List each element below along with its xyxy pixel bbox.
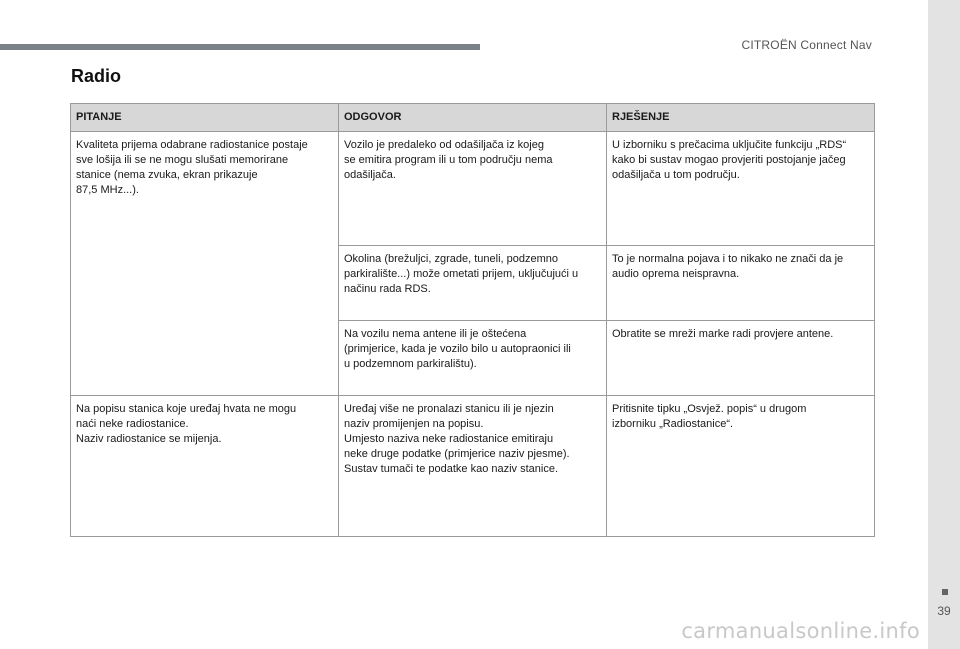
column-header-solution: RJEŠENJE <box>607 104 875 132</box>
answer-cell: Na vozilu nema antene ili je oštećena (primjerice, kada je vozilo bilo u autopraonici ili u podzemnom parkiralištu). <box>339 321 607 396</box>
page-marker-square <box>942 589 948 595</box>
answer-cell: Uređaj više ne pronalazi stanicu ili je njezin naziv promijenjen na popisu. Umjesto naziva neke radiostanice emitiraju neke druge podatke (primjerice naziv pjesme). Sustav tumači te podatke kao naziv stanice. <box>339 396 607 537</box>
solution-cell: Pritisnite tipku „Osvjež. popis“ u drugom izborniku „Radiostanice“. <box>607 396 875 537</box>
solution-cell: U izborniku s prečacima uključite funkciju „RDS“ kako bi sustav mogao provjeriti postojanje jačeg odašiljača u tom području. <box>607 132 875 246</box>
troubleshooting-table <box>70 103 875 537</box>
question-cell: Na popisu stanica koje uređaj hvata ne mogu naći neke radiostanice. Naziv radiostanice se mijenja. <box>71 396 339 537</box>
answer-cell: Vozilo je predaleko od odašiljača iz kojeg se emitira program ili u tom području nema odašiljača. <box>339 132 607 246</box>
question-cell <box>71 321 339 396</box>
section-title: Radio <box>71 66 122 86</box>
table-row <box>71 132 875 246</box>
table-header-row <box>71 104 875 132</box>
solution-cell: To je normalna pojava i to nikako ne znači da je audio oprema neispravna. <box>607 246 875 321</box>
question-cell <box>71 246 339 321</box>
column-header-question: PITANJE <box>71 104 339 132</box>
page-edge-strip <box>928 0 960 649</box>
table-row <box>71 246 875 321</box>
question-cell: Kvaliteta prijema odabrane radiostanice postaje sve lošija ili se ne mogu slušati memorirane stanice (nema zvuka, ekran prikazuje 87,5 MHz...). <box>71 132 339 246</box>
table-row <box>71 396 875 537</box>
solution-cell: Obratite se mreži marke radi provjere antene. <box>607 321 875 396</box>
answer-cell: Okolina (brežuljci, zgrade, tuneli, podzemno parkiralište...) može ometati prijem, uključujući u načinu rada RDS. <box>339 246 607 321</box>
table-row <box>71 321 875 396</box>
page-number: 39 <box>937 604 951 618</box>
header-accent-bar <box>0 44 480 50</box>
watermark: carmanualsonline.info <box>681 619 920 643</box>
brand-title: CITROËN Connect Nav <box>741 38 872 52</box>
column-header-answer: ODGOVOR <box>339 104 607 132</box>
